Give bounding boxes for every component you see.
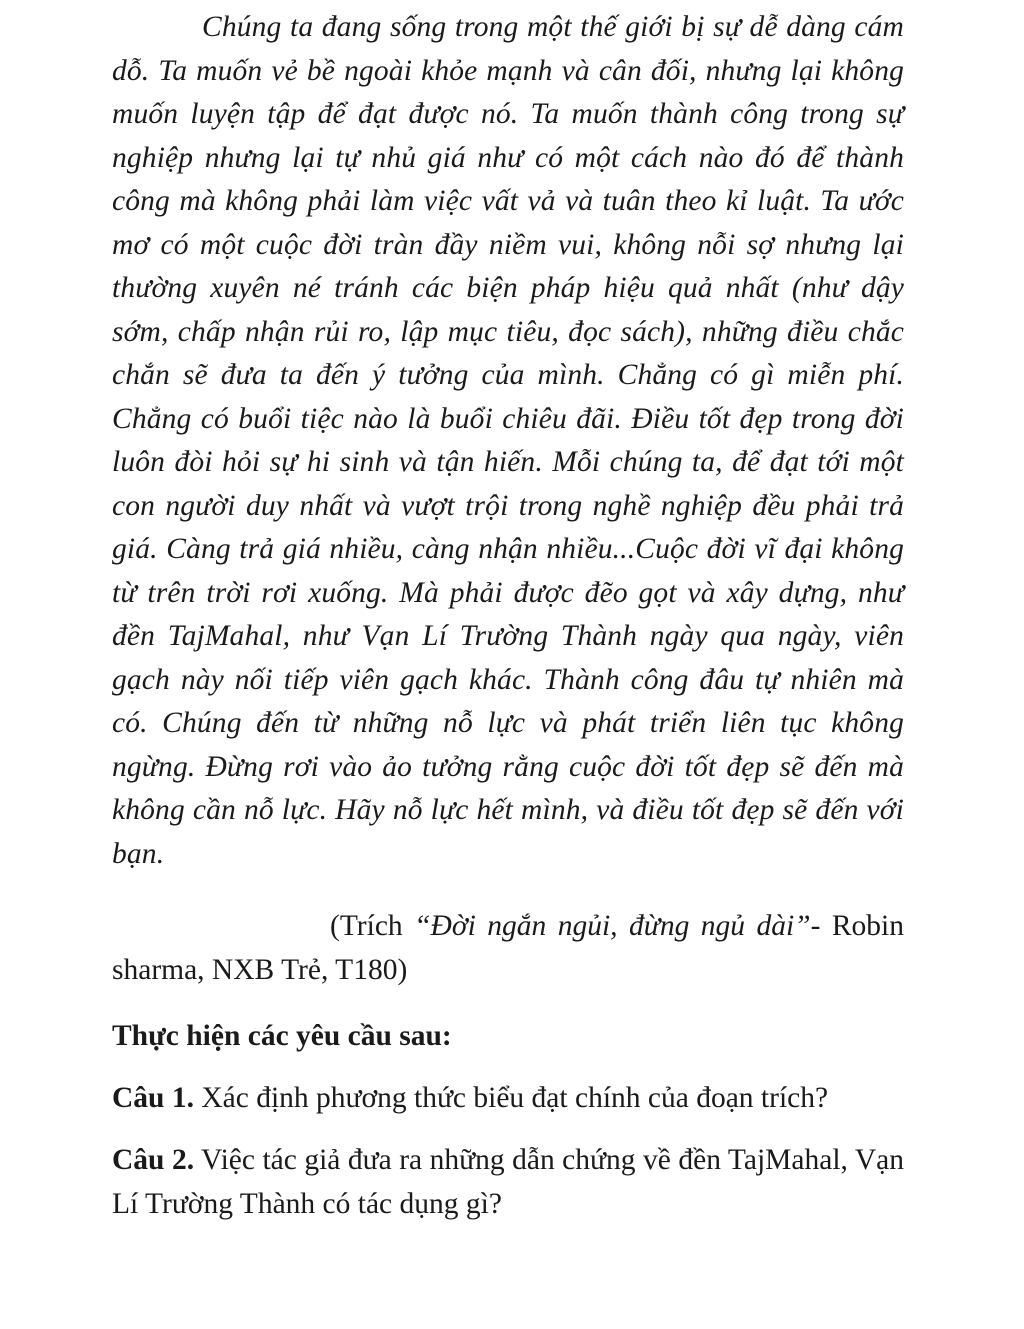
question-2-label: Câu 2.	[112, 1144, 195, 1176]
document-page	[112, 6, 904, 1226]
question-2-text: Việc tác giả đưa ra những dẫn chứng về đền TajMahal, Vạn Lí Trường Thành có tác dụng gì?	[112, 1144, 904, 1220]
task-heading: Thực hiện các yêu cầu sau:	[112, 1020, 452, 1052]
citation	[112, 904, 904, 992]
question-1	[112, 1076, 904, 1120]
passage-paragraph: Chúng ta đang sống trong một thế giới bị sự dễ dàng cám dỗ. Ta muốn vẻ bề ngoài khỏe mạnh và cân đối, nhưng lại không muốn luyện tập để đạt được nó. Ta muốn thành công trong sự nghiệp nhưng lại tự nhủ giá như có một cách nào đó để thành công mà không phải làm việc vất vả và tuân theo kỉ luật. Ta ước mơ có một cuộc đời tràn đầy niềm vui, không nỗi sợ nhưng lại thường xuyên né tránh các biện pháp hiệu quả nhất (như dậy sớm, chấp nhận rủi ro, lập mục tiêu, đọc sách), những điều chắc chắn sẽ đưa ta đến ý tưởng của mình. Chẳng có gì miễn phí. Chẳng có buổi tiệc nào là buổi chiêu đãi. Điều tốt đẹp trong đời luôn đòi hỏi sự hi sinh và tận hiến. Mỗi chúng ta, để đạt tới một con người duy nhất và vượt trội trong nghề nghiệp đều phải trả giá. Càng trả giá nhiều, càng nhận nhiều...Cuộc đời vĩ đại không từ trên trời rơi xuống. Mà phải được đẽo gọt và xây dựng, như đền TajMahal, như Vạn Lí Trường Thành ngày qua ngày, viên gạch này nối tiếp viên gạch khác. Thành công đâu tự nhiên mà có. Chúng đến từ những nỗ lực và phát triển liên tục không ngừng. Đừng rơi vào ảo tưởng rằng cuộc đời tốt đẹp sẽ đến mà không cần nỗ lực. Hãy nỗ lực hết mình, và điều tốt đẹp sẽ đến với bạn.	[112, 11, 904, 870]
question-2	[112, 1138, 904, 1226]
question-1-label: Câu 1.	[112, 1082, 194, 1114]
question-1-text: Xác định phương thức biểu đạt chính của đoạn trích?	[193, 1082, 829, 1114]
citation-title: “Đời ngắn ngủi, đừng ngủ dài”	[414, 910, 811, 942]
citation-source: - Robin sharma, NXB Trẻ, T180)	[112, 910, 904, 986]
citation-open: (Trích	[330, 910, 415, 942]
